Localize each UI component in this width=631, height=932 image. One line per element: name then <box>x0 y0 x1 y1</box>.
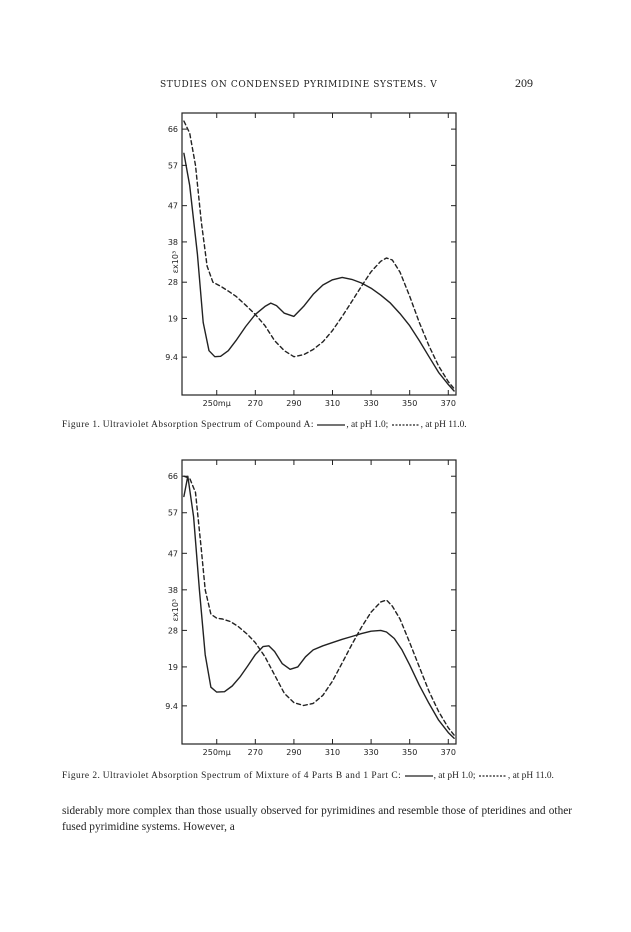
figure-1-solid-text: , at pH 1.0; <box>346 420 389 430</box>
series-line-ph-11 <box>184 121 454 389</box>
dashed-line-key <box>391 421 421 427</box>
figure-2-dashed-text: , at pH 11.0. <box>507 771 554 781</box>
x-tick-label: 290 <box>286 748 302 757</box>
x-tick-label: 350 <box>402 399 418 408</box>
figure-1-dashed-text: , at pH 11.0. <box>420 420 467 430</box>
solid-line-key <box>316 421 346 427</box>
y-tick-label: 38 <box>167 237 178 247</box>
figure-2-chart <box>0 450 631 766</box>
figure-2-title: Ultraviolet Absorption Spectrum of Mixture of 4 Parts B and 1 Part C: <box>102 771 402 781</box>
body-paragraph: siderably more complex than those usually observed for pyrimidines and resemble those of pteridines and other fused pyrimidine systems. However, a <box>62 805 572 833</box>
running-title: STUDIES ON CONDENSED PYRIMIDINE SYSTEMS. V <box>160 80 438 90</box>
series-line-ph-11 <box>184 476 454 735</box>
y-tick-label: 47 <box>167 201 178 211</box>
x-tick-label: 290 <box>286 399 302 408</box>
figure-2-caption <box>62 770 572 783</box>
plot-frame <box>182 113 456 395</box>
y-tick-label: 38 <box>167 585 178 595</box>
x-tick-label: 330 <box>363 748 379 757</box>
y-tick-label: 19 <box>167 314 178 324</box>
y-tick-label: 57 <box>167 161 178 171</box>
x-tick-label: 270 <box>247 399 263 408</box>
y-tick-label: 28 <box>167 626 178 636</box>
x-tick-label: 250mμ <box>202 399 231 408</box>
y-tick-label: 66 <box>167 125 178 135</box>
x-tick-label: 330 <box>363 399 379 408</box>
x-tick-label: 250mμ <box>202 748 231 757</box>
y-tick-label: 66 <box>167 472 178 482</box>
x-tick-label: 270 <box>247 748 263 757</box>
x-tick-label: 310 <box>324 748 341 757</box>
figure-2-label: Figure 2. <box>62 771 101 781</box>
x-tick-label: 370 <box>440 399 456 408</box>
x-tick-label: 370 <box>440 748 456 757</box>
y-tick-label: 47 <box>167 549 178 559</box>
y-tick-label: 57 <box>167 508 178 518</box>
dashed-line-key <box>478 772 508 778</box>
plot-frame <box>182 460 456 744</box>
y-tick-label: 9.4 <box>165 701 178 711</box>
page-header <box>0 76 631 96</box>
y-tick-label: 19 <box>167 662 178 672</box>
x-tick-label: 350 <box>402 748 418 757</box>
figure-1-chart <box>0 105 631 415</box>
x-tick-label: 310 <box>324 399 341 408</box>
figure-1-title: Ultraviolet Absorption Spectrum of Compound A: <box>102 420 314 430</box>
y-axis-label: εx10³ <box>171 598 180 622</box>
solid-line-key <box>404 772 434 778</box>
figure-1-label: Figure 1. <box>62 420 101 430</box>
y-tick-label: 9.4 <box>165 353 178 363</box>
y-tick-label: 28 <box>167 278 178 288</box>
figure-2-solid-text: , at pH 1.0; <box>433 771 476 781</box>
y-axis-label: εx10³ <box>171 250 180 274</box>
series-line-ph-1 <box>184 153 454 391</box>
figure-1-caption <box>62 419 572 432</box>
page-number: 209 <box>515 76 533 90</box>
